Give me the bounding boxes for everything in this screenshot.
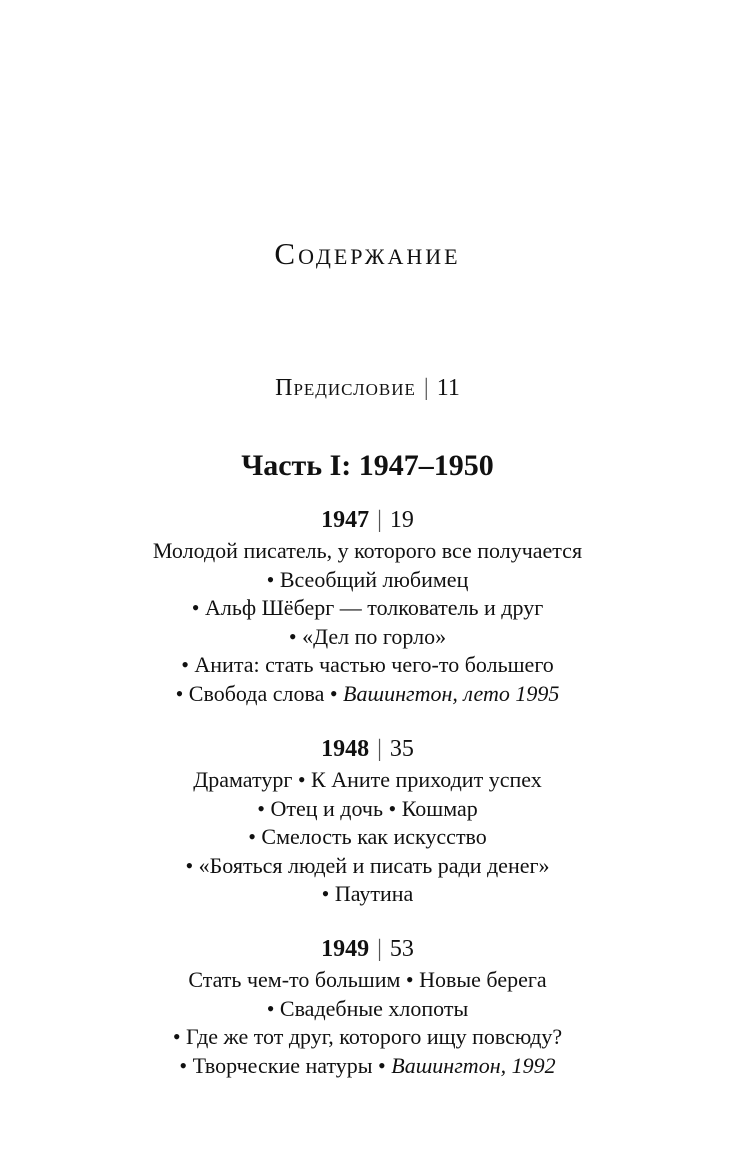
toc-entry: • Свадебные хлопоты bbox=[266, 995, 469, 1021]
section-year: 1948 bbox=[321, 736, 370, 762]
year-heading-1948 bbox=[0, 734, 735, 764]
toc-entry: • Смелость как искусство bbox=[248, 824, 487, 850]
toc-entry: • Паутина bbox=[321, 881, 414, 907]
entry-text: • Творческие натуры • bbox=[179, 1052, 392, 1078]
toc-entry bbox=[0, 1052, 735, 1081]
entry-place-date: Вашингтон, 1992 bbox=[391, 1052, 556, 1078]
page-separator: | bbox=[377, 936, 382, 962]
toc-entry: • «Дел по горло» bbox=[288, 623, 447, 649]
toc-entry: Драматург • К Аните приходит успех bbox=[193, 767, 542, 792]
section-year: 1947 bbox=[321, 507, 370, 533]
entry-list-1947 bbox=[0, 537, 735, 709]
page-separator: | bbox=[377, 507, 382, 533]
part-heading: Часть I: 1947–1950 bbox=[241, 449, 494, 482]
toc-entry: • Всеобщий любимец bbox=[266, 566, 469, 592]
section-page-number: 19 bbox=[389, 507, 414, 533]
preface-entry bbox=[0, 372, 735, 404]
preface-label: Предисловие bbox=[275, 375, 416, 401]
section-page-number: 35 bbox=[389, 736, 414, 762]
page-separator: | bbox=[423, 375, 429, 401]
entry-text: • Свобода слова • bbox=[175, 680, 344, 706]
preface-page-number: 11 bbox=[436, 375, 460, 401]
section-year: 1949 bbox=[321, 936, 370, 962]
page-title: Содержание bbox=[274, 236, 461, 271]
toc-entry: • «Бояться людей и писать ради денег» bbox=[185, 852, 550, 878]
section-page-number: 53 bbox=[389, 936, 414, 962]
toc-entry bbox=[0, 680, 735, 709]
page-separator: | bbox=[377, 736, 382, 762]
toc-entry: • Анита: стать частью чего-то большего bbox=[181, 652, 554, 678]
toc-entry: • Где же тот друг, которого ищу повсюду? bbox=[172, 1024, 563, 1050]
year-heading-1947 bbox=[0, 505, 735, 535]
year-heading-1949 bbox=[0, 934, 735, 964]
toc-entry: Стать чем-то большим • Новые берега bbox=[188, 967, 547, 992]
entry-list-1949 bbox=[0, 966, 735, 1080]
toc-entry: • Отец и дочь • Кошмар bbox=[257, 795, 478, 821]
entry-place-date: Вашингтон, лето 1995 bbox=[343, 680, 560, 706]
toc-entry: Молодой писатель, у которого все получается bbox=[152, 538, 583, 563]
toc-entry: • Альф Шёберг — толкователь и друг bbox=[191, 595, 544, 621]
entry-list-1948 bbox=[0, 766, 735, 909]
